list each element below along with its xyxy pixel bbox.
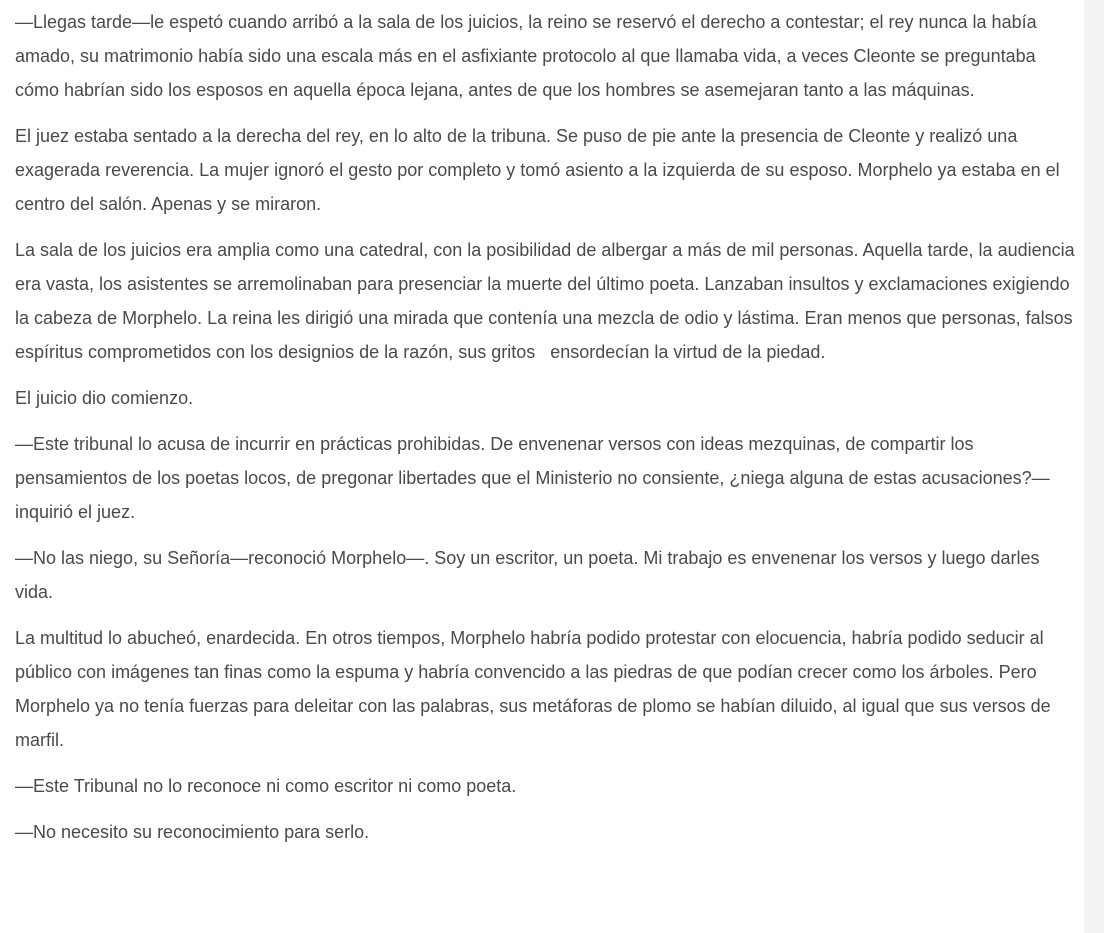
paragraph-6: —No las niego, su Señoría—reconoció Morphelo—. Soy un escritor, un poeta. Mi trabajo es envenenar los versos y luego darles vida. (15, 548, 1045, 602)
paragraph-8: —Este Tribunal no lo reconoce ni como escritor ni como poeta. (15, 776, 517, 796)
paragraph-1: —Llegas tarde—le espetó cuando arribó a la sala de los juicios, la reino se reservó el derecho a contestar; el rey nunca la había amado, su matrimonio había sido una escala más en el asfixiante protocolo al que llamaba vida, a veces Cleonte se preguntaba cómo habrían sido los esposos en aquella época lejana, antes de que los hombres se asemejaran tanto a las máquinas. (15, 12, 1042, 100)
paragraph-2: El juez estaba sentado a la derecha del rey, en lo alto de la tribuna. Se puso de pie ante la presencia de Cleonte y realizó una exagerada reverencia. La mujer ignoró el gesto por completo y tomó asiento a la izquierda de su esposo. Morphelo ya estaba en el centro del salón. Apenas y se miraron. (15, 126, 1065, 214)
scrollbar-track[interactable] (1084, 0, 1104, 933)
paragraph-7: La multitud lo abucheó, enardecida. En otros tiempos, Morphelo habría podido protestar con elocuencia, habría podido seducir al público con imágenes tan finas como la espuma y habría convencido a las piedras de que podían crecer como los árboles. Pero Morphelo ya no tenía fuerzas para deleitar con las palabras, sus metáforas de plomo se habían diluido, al igual que sus versos de marfil. (15, 628, 1056, 750)
paragraph-3: La sala de los juicios era amplia como una catedral, con la posibilidad de albergar a más de mil personas. Aquella tarde, la audiencia era vasta, los asistentes se arremolinaban para presenciar la muerte del último poeta. Lanzaban insultos y exclamaciones exigiendo la cabeza de Morphelo. La reina les dirigió una mirada que contenía una mezcla de odio y lástima. Eran menos que personas, falsos espíritus comprometidos con los designios de la razón, sus gritos ensordecían la virtud de la piedad. (15, 240, 1080, 362)
paragraph-5: —Este tribunal lo acusa de incurrir en prácticas prohibidas. De envenenar versos con ideas mezquinas, de compartir los pensamientos de los poetas locos, de pregonar libertades que el Ministerio no consiente, ¿niega alguna de estas acusaciones?—inquirió el juez. (15, 434, 1050, 522)
article-body (15, 5, 1080, 861)
paragraph-9: —No necesito su reconocimiento para serlo. (15, 822, 370, 842)
paragraph-4: El juicio dio comienzo. (15, 388, 194, 408)
